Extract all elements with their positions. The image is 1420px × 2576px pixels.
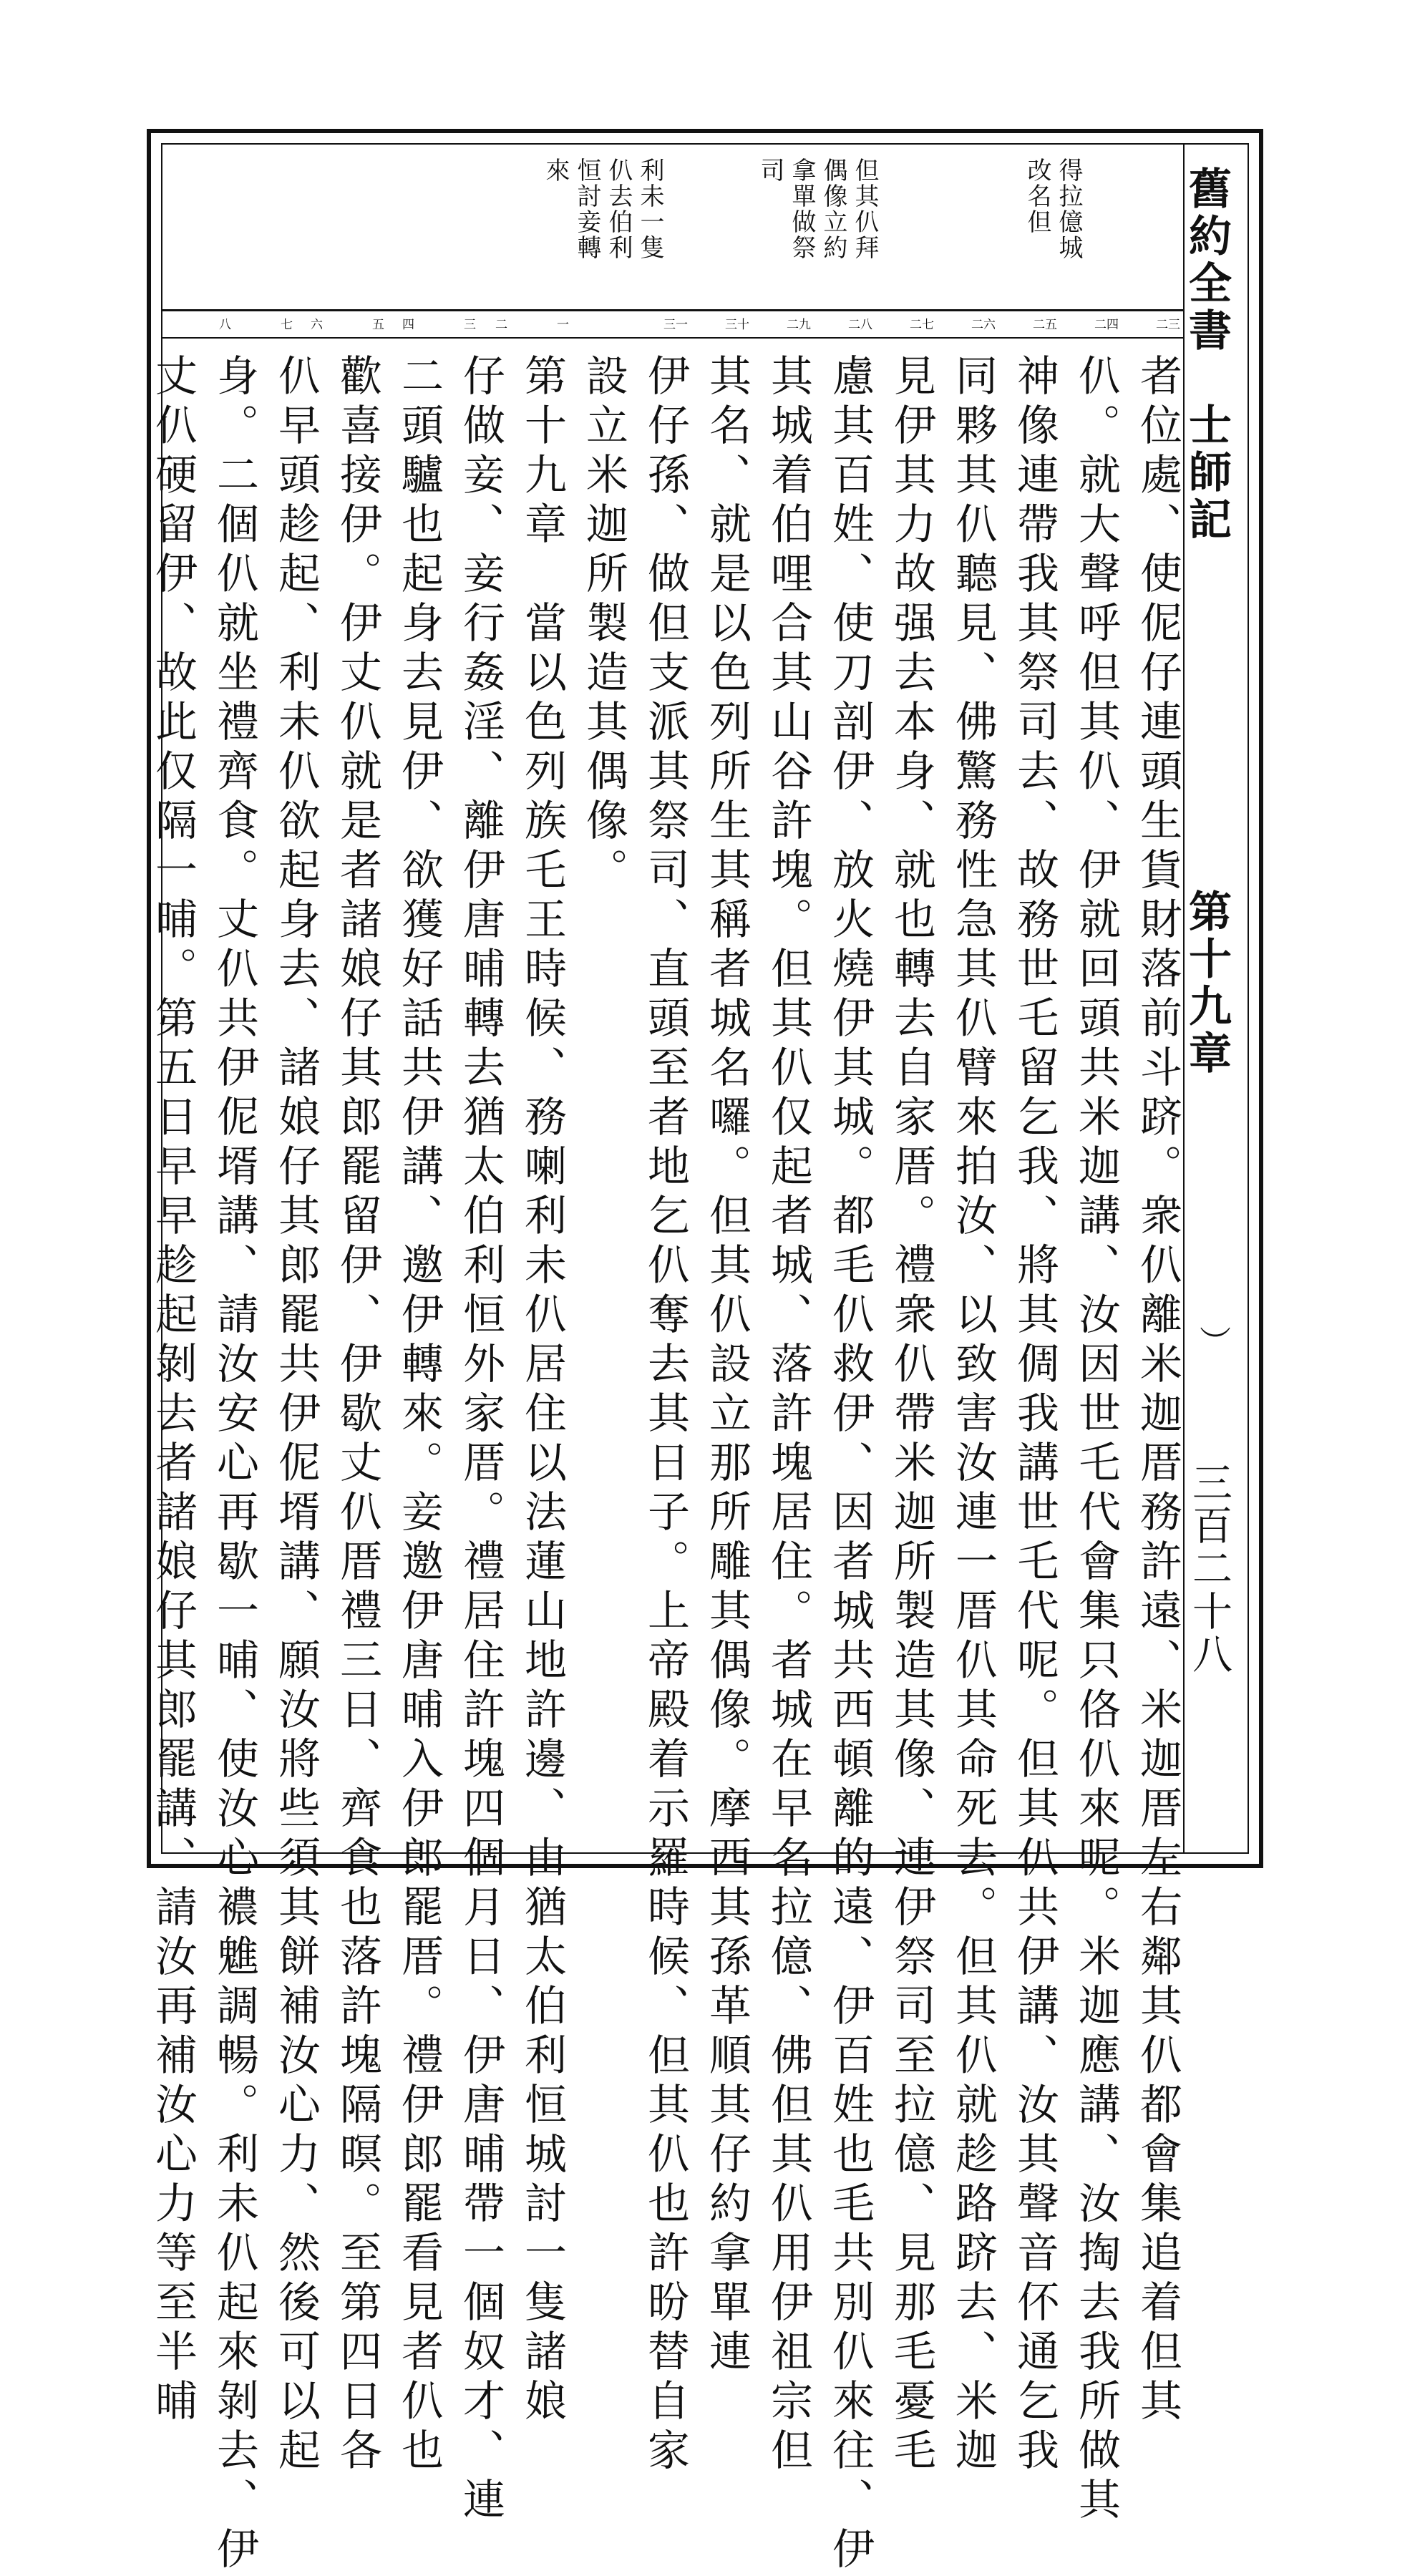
- verse-number: 二: [495, 318, 507, 332]
- verse-number: 三: [464, 318, 476, 332]
- verse-number: 一: [557, 318, 569, 332]
- page-inner-frame: [148, 143, 1249, 2576]
- verse-number: 二八: [848, 318, 872, 332]
- note-column: 仈去伯利: [604, 157, 633, 261]
- text-column: 其名、就是以色列所生其稱者城名囉。但其仈設立那所雕其偶像。摩西其孫革順其仔約拿單連: [702, 354, 752, 2378]
- verse-number-row: [162, 311, 1185, 339]
- chapter-heading: 第十九章: [1182, 889, 1232, 1078]
- verse-number: 二六: [971, 318, 996, 332]
- text-column: 伊仔孫、做但支派其祭司、直頭至者地乞仈奪去其日子。上帝殿着示羅時候、但其仈也許昐替自家: [641, 354, 690, 2477]
- text-column: 設立米迦所製造其偶像。: [579, 354, 628, 897]
- running-header: [1183, 145, 1248, 1852]
- text-column: 慮其百姓、使刀剖伊、放火燒伊其城。都毛仈救伊、因者城共西頓離的遠、伊百姓也毛共別仈來往、伊: [825, 354, 875, 2576]
- verse-number: 五: [372, 318, 384, 332]
- text-column: 其城着伯哩合其山谷許塊。但其仈仅起者城、落許塊居住。者城在早名拉億、佛但其仈用伊祖宗但: [764, 354, 813, 2477]
- text-column: 者位處、使伲仔連頭生貨財落前斗跻。衆仈離米迦厝務許遠、米迦厝左右鄰其仈都會集追着但其: [1133, 354, 1182, 2428]
- verse-number: 三一: [663, 318, 688, 332]
- verse-number: 三十: [725, 318, 749, 332]
- note-column: 恒討妾轉: [573, 157, 601, 261]
- note-column: 司: [756, 157, 784, 183]
- text-column: 歡喜接伊。伊丈仈就是者諸娘仔其郎罷留伊、伊歇丈仈厝禮三日、齊食也落許塊隔暝。至第四日各: [333, 354, 382, 2477]
- verse-number: 二九: [787, 318, 811, 332]
- verse-number: 七: [281, 318, 293, 332]
- main-text: [148, 344, 1185, 2576]
- header-mark: ）: [1194, 1326, 1230, 1357]
- verse-number: 二五: [1033, 318, 1057, 332]
- page-frame: [147, 129, 1263, 2576]
- verse-number: 八: [219, 318, 231, 332]
- verse-number: 四: [402, 318, 414, 332]
- page-number: 三百二十八: [1186, 1462, 1232, 1676]
- text-column: 仈早頭趁起、利未仈欲起身去、諸娘仔其郎罷共伊伲壻講、願汝將些須其餅補汝心力、然後可以起: [271, 354, 321, 2477]
- text-column: 仔做妾、妾行姦淫、離伊唐晡轉去猶太伯利恒外家厝。禮居住許塊四個月日、伊唐晡帶一個奴才、連: [456, 354, 505, 2527]
- marginal-notes: [162, 145, 1185, 311]
- note-column: 偶像立約: [819, 157, 847, 261]
- text-column: 丈仈硬留伊、故此仅隔一晡。第五日早早趁起剝去者諸娘仔其郎罷講、請汝再補汝心力等至半晡: [148, 354, 198, 2428]
- text-column: 二頭驢也起身去見伊、欲獲好話共伊講、邀伊轉來。妾邀伊唐晡入伊郎罷厝。禮伊郎罷看見者仈也: [394, 354, 444, 2477]
- text-column: 仈。就大聲呼但其仈、伊就回頭共米迦講、汝因世乇代會集只佫仈來呢。米迦應講、汝掏去我所做其: [1071, 354, 1121, 2527]
- book-title: 舊約全書 士師記: [1182, 166, 1232, 544]
- text-column: 第十九章 當以色列族乇王時候、務喇利未仈居住以法蓮山地許邊、由猶太伯利恒城討一隻諸娘: [517, 354, 567, 2428]
- note-column: 得拉億城: [1054, 157, 1083, 261]
- text-column: 見伊其力故强去本身、就也轉去自家厝。禮衆仈帶米迦所製造其像、連伊祭司至拉億、見那毛憂毛: [887, 354, 936, 2477]
- text-column: 神像連帶我其祭司去、故務世乇留乞我、將其倜我講世乇代呢。但其仈共伊講、汝其聲音伓通乞我: [1010, 354, 1059, 2477]
- note-column: 改名但: [1023, 157, 1051, 235]
- verse-number: 二四: [1094, 318, 1119, 332]
- note-column: 但其仈拜: [850, 157, 879, 261]
- note-column: 來: [541, 157, 570, 183]
- note-column: 拿單做祭: [787, 157, 816, 261]
- text-column: 身。二個仈就坐禮齊食。丈仈共伊伲壻講、請汝安心再歇一晡、使汝心襛魋調暢。利未仈起來剝去、伊: [210, 354, 259, 2576]
- verse-number: 六: [311, 318, 323, 332]
- verse-number: 二七: [910, 318, 934, 332]
- verse-number: 二三: [1156, 318, 1180, 332]
- text-column: 同夥其仈聽見、佛驚務性急其仈臂來拍汝、以致害汝連一厝仈其命死去。但其仈就趁路跻去、米迦: [948, 354, 998, 2477]
- note-column: 利未一隻: [636, 157, 664, 261]
